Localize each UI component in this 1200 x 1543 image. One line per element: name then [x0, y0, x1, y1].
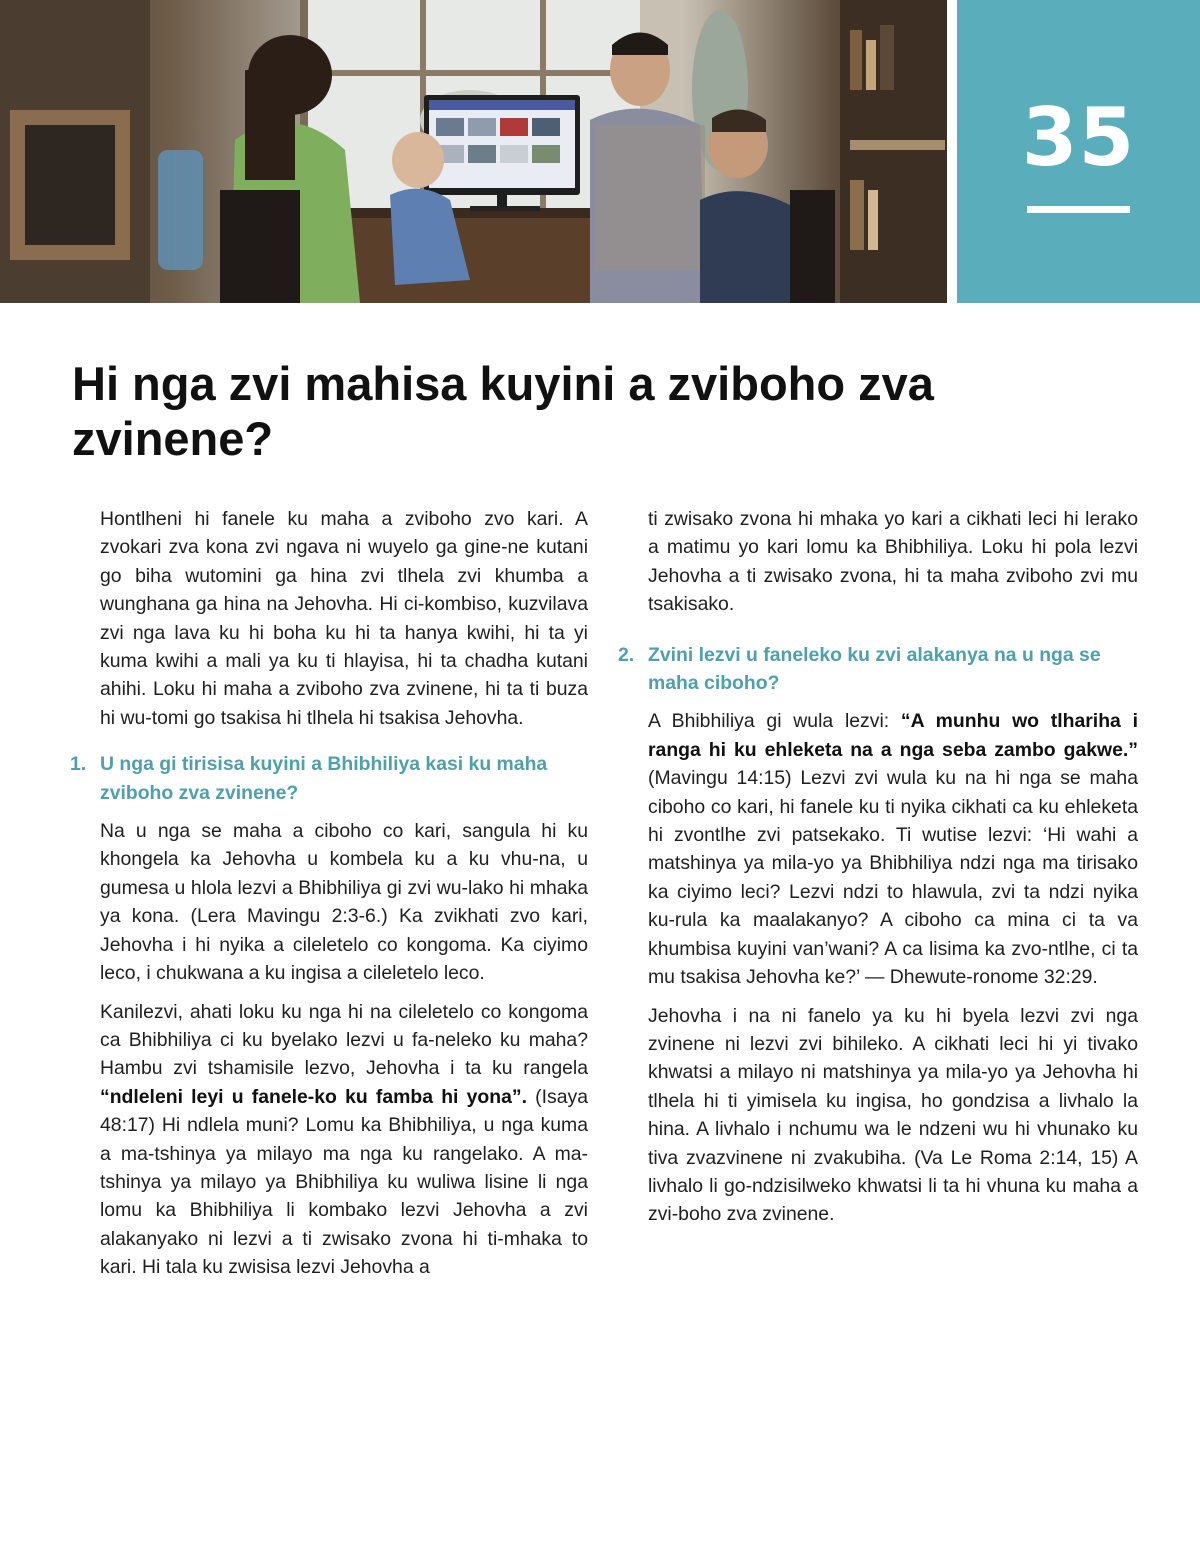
- hero-photo: [0, 0, 947, 303]
- q2-paragraph-2: Jehovha i na ni fanelo ya ku hi byela lezvi zvi nga zvinene ni lezvi zvi bihileko. A cikhati leci hi yi tivako khwatsi a milayo ni matshinya ya mila-yo ya Jehovha hi tlhela hi ti yimisela ku ingisa, ho gondzisa a livhalo la hina. A livhalo i nchumu wa le ndzeni wu hi vhunako ku tiva zvazvinene ni zvakubiha. (Va Le Roma 2:14, 15) A livhalo li go-ndzisilweko khwatsi li ta hi vhuna ku maha a zvi-boho zva zvinene.: [648, 1004, 1138, 1226]
- q1-p2-after: (Isaya 48:17) Hi ndlela muni? Lomu ka Bhibhiliya, u nga kuma a ma-tshinya ya milayo ma nga ku rangelako. A ma-tshinya ya milayo ya Bhibhiliya ku wuliwa lisine li nga lomu ka Bhibhiliya li kombako lezvi Jehovha a zvi alakanyako ni lezvi a ti zwisako zvona hi ti-mhaka to kari. Hi tala ku zwisisa lezvi Jehovha a: [100, 1085, 588, 1279]
- q2-paragraph-1: [648, 707, 1138, 991]
- right-column: [618, 505, 1138, 1239]
- question-2-number: 2.: [618, 643, 635, 666]
- lesson-number-tab: [957, 0, 1200, 303]
- question-1-number: 1.: [70, 753, 87, 776]
- q2-p1-before: A Bhibhiliya gi wula lezvi:: [648, 710, 901, 733]
- lesson-number: 35: [1021, 91, 1136, 184]
- q2-p1-bold-quote: “A munhu wo tlhariha i ranga hi ku ehleketa na a nga seba zambo gakwe.”: [648, 710, 1138, 761]
- q1-p2-before: Kanilezvi, ahati loku ku nga hi na cileletelo co kongoma ca Bhibhiliya ci ku byelako lezvi u fa-neleko ku maha? Hambu zvi tshamisile lezvo, Jehovha i ta ku rangela: [100, 1000, 588, 1080]
- q1-p2-bold-quote: “ndleleni leyi u fanele-ko ku famba hi yona”.: [100, 1085, 527, 1108]
- q1-paragraph-2-continued: ti zwisako zvona hi mhaka yo kari a cikhati leci hi lerako a matimu yo kari lomu ka Bhibhiliya. Loku hi pola lezvi Jehovha a ti zwisako zvona, hi ta maha zviboho zvi mu tsakisako.: [648, 508, 1138, 616]
- question-2: [618, 641, 1138, 698]
- question-1: [70, 750, 588, 807]
- page-title: Hi nga zvi mahisa kuyini a zviboho zva zvinene?: [72, 357, 934, 465]
- q1-paragraph-1: Na u nga se maha a ciboho co kari, sangula hi ku khongela ka Jehovha u kombela ku a ku vhu-na, u gumesa u hlola lezvi a Bhibhiliya gi zvi wu-lako hi mhaka ya kona. (Lera Mavingu 2:3-6.) Ka zvikhati zvo kari, Jehovha i hi nyika a cileletelo co kongoma. Ka ciyimo leco, i chukwana a ku ingisa a cileletelo leco.: [100, 820, 588, 985]
- question-2-text: Zvini lezvi u faneleko ku zvi alakanya na u nga se maha ciboho?: [648, 643, 1101, 695]
- intro-paragraph: Hontlheni hi fanele ku maha a zviboho zvo kari. A zvokari zva kona zvi ngava ni wuyelo ga gine-ne kutani go biha wutomini ga hina zvi tlhela zvi khumba a wunghana ga hina na Jehovha. Hi ci-kombiso, kuzvilava zvi nga lava ku hi boha ku hi ta hanya kwihi, hi ta yi kuma kwihi a mali ya ku ti hlayisa, hi ta chadha kutani ahihi. Loku hi maha a zviboho zva zvinene, hi ta ti buza hi wu-tomi go tsakisa hi tlhela hi tsakisa Jehovha.: [100, 508, 588, 729]
- question-1-text: U nga gi tirisisa kuyini a Bhibhiliya kasi ku maha zviboho zva zvinene?: [100, 753, 548, 804]
- q2-p1-after: (Mavingu 14:15) Lezvi zvi wula ku na hi nga se maha ciboho co kari, hi fanele ku ti nyika cikhati ca ku ehleketa hi zvontlhe zvi patsekako. Ti wutise lezvi: ‘Hi wahi a matshinya ya mila-yo ya Bhibhiliya ndzi nga ma tirisako ka ciyimo leci? Lezvi ndzi to hlawula, zvi ta ndzi nyika ku-rula ka maalakanyo? A ciboho ca mina ci ta va khumbisa kuyini van’wani? A ca lisima ka zvo-ntlhe, ci ta mu tsakisa Jehovha ke?’ — Dhewute-ronome 32:29.: [648, 767, 1138, 989]
- left-column: [70, 505, 588, 1292]
- lesson-number-underline: [1027, 206, 1130, 213]
- family-at-computer-illustration: [0, 0, 947, 303]
- q1-paragraph-2: [100, 998, 588, 1282]
